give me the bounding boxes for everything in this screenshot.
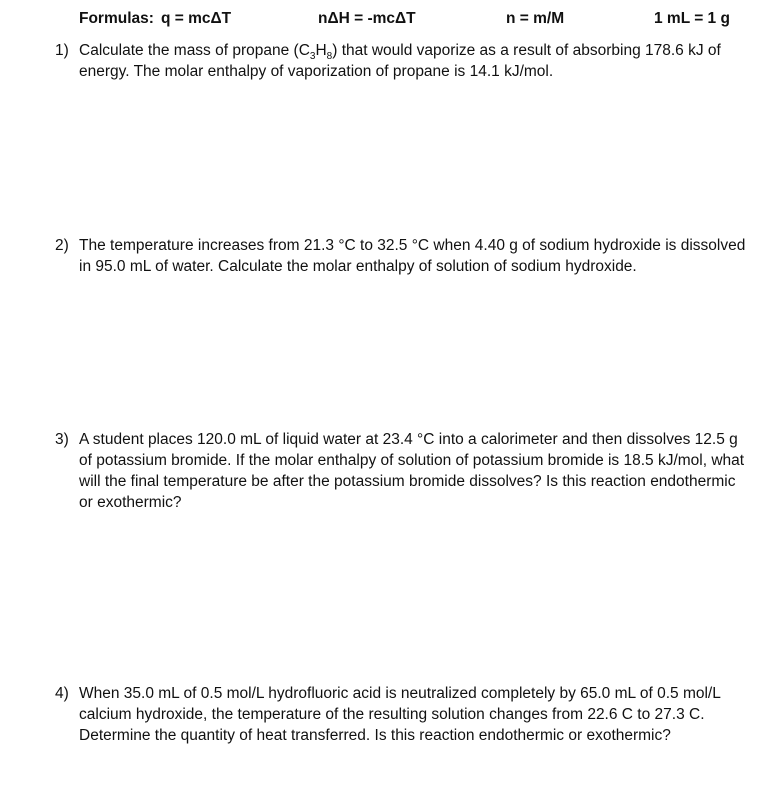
question-1 xyxy=(55,40,755,82)
question-4 xyxy=(55,683,755,746)
question-3 xyxy=(55,429,755,513)
question-number: 1) xyxy=(55,42,69,59)
subscript: 8 xyxy=(326,51,333,63)
question-text: A student places 120.0 mL of liquid water at 23.4 °C into a calorimeter and then dissolves 12.5 g of potassium bromide. If the molar enthalpy of solution of potassium bromide is 18.5 kJ/mol, what will the final temperature be after the potassium bromide dissolves? Is this reaction endothermic or exothermic? xyxy=(79,431,745,511)
question-text-part: ) that would vaporize as a result of absorbing 178.6 kJ of energy. The molar enthalpy of vaporization of propane is 14.1 kJ/mol. xyxy=(79,42,721,80)
question-text xyxy=(79,40,747,82)
question-number: 2) xyxy=(55,237,69,254)
formula-density: 1 mL = 1 g xyxy=(654,10,730,27)
formula-enthalpy: nΔH = -mcΔT xyxy=(318,10,416,27)
formula-moles: n = m/M xyxy=(506,10,565,27)
formulas-header xyxy=(79,8,739,30)
question-text: The temperature increases from 21.3 °C to 32.5 °C when 4.40 g of sodium hydroxide is dissolved in 95.0 mL of water. Calculate the molar enthalpy of solution of sodium hydroxide. xyxy=(79,237,746,275)
formula-heat: q = mcΔT xyxy=(161,10,232,27)
question-number: 3) xyxy=(55,431,69,448)
subscript: 3 xyxy=(309,51,316,63)
question-text-part: H xyxy=(315,42,327,59)
formulas-label: Formulas: xyxy=(79,10,154,27)
question-text-part: Calculate the mass of propane (C xyxy=(79,42,310,59)
question-number: 4) xyxy=(55,685,69,702)
question-2 xyxy=(55,235,755,277)
question-text: When 35.0 mL of 0.5 mol/L hydrofluoric acid is neutralized completely by 65.0 mL of 0.5 mol/L calcium hydroxide, the temperature of the resulting solution changes from 22.6 C to 27.3 C. Determine the quantity of heat transferred. Is this reaction endothermic or exothermic? xyxy=(79,685,721,744)
